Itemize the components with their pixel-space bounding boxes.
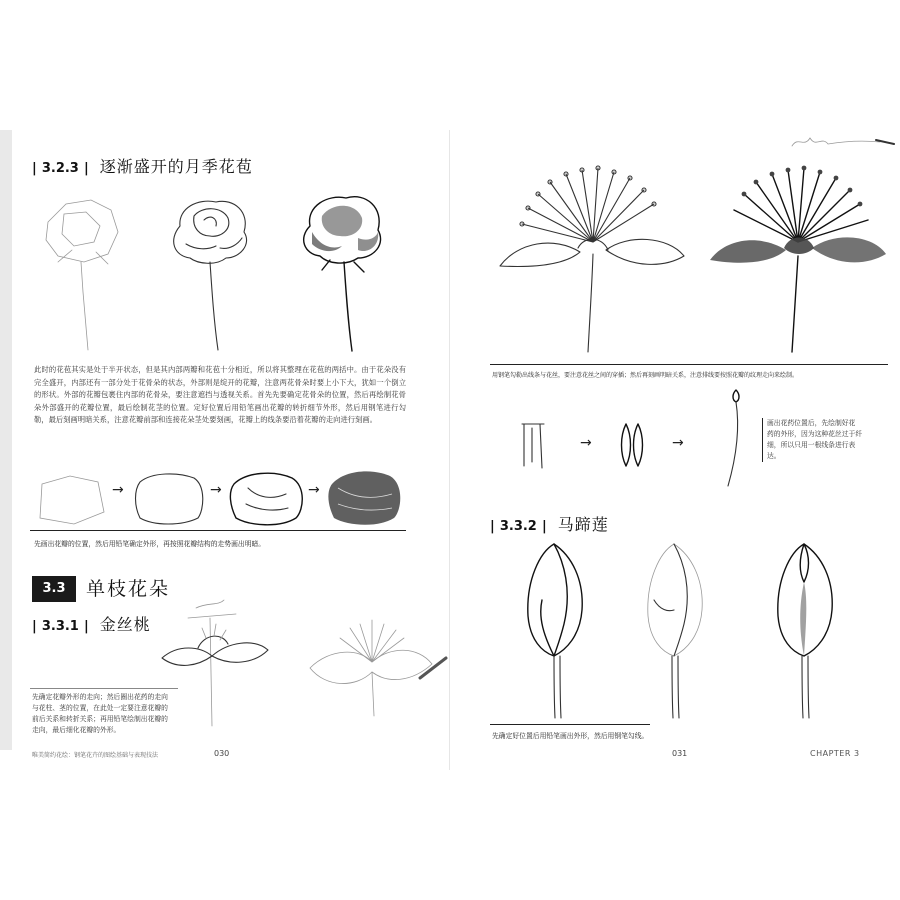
section-name: 金丝桃 [99,615,151,634]
stamen-flower-lineart [498,164,688,354]
petal-step-3 [228,470,308,528]
body-paragraph: 此时的花苞其实是处于半开状态，但是其内部两瓣和花苞十分相近，所以将其整理在花苞的两括中。由于花朵没有完全盛开，内部还有一部分处于花骨朵的状态，外部则是绽开的花瓣，注意两花骨朵时要上小下大，犹如一个倒立的形状。外部的花瓣包裹住内部的花骨朵，要注意遮挡与透视关系。首先先要确定花骨朵的位置，然后再绘制花骨朵外部盛开的花瓣位置，最后绘制花茎的位置。定好位置后用铅笔画出花瓣的转折细节外形，然后用钢笔进行勾勒，最后刻画明暗关系，注意花瓣前部和连接花朵茎处要刻画，花瓣上的线条要沿着花瓣的走向进行刻画。 [34,365,406,425]
arrow-right-icon: → [580,435,592,451]
section-bar: | [541,519,547,534]
left-page [0,130,450,770]
petal-step-1 [34,472,106,528]
petal-caption: 先画出花瓣的位置，然后用铅笔确定外形，再按照花瓣结构的走势画出明暗。 [34,540,266,548]
chapter-tag: CHAPTER 3 [810,749,860,758]
section-bar: | [490,519,495,534]
section-name: 马蹄莲 [557,515,609,534]
petal-step-4 [326,468,404,528]
arrow-right-icon: → [672,435,684,451]
stamen-note [762,418,891,462]
note-line: 走向，最后细化花瓣的外形。 [32,726,121,734]
rose-sketch-2 [160,192,260,352]
section-number: 3.3.1 [41,619,79,634]
rose-sketch-3 [292,188,392,353]
page-number-left: 030 [214,749,230,758]
section-title-3-3-1 [32,612,151,635]
arrow-right-icon: → [112,482,124,498]
section-title-3-2-3 [32,154,253,177]
book-title-footer: 唯美简约花绘：钢笔花卉的图绘基础与表现技法 [32,752,159,759]
chapter-number-box: 3.3 [32,576,76,602]
section-name: 逐渐盛开的月季花苞 [99,157,253,176]
section-bar: | [32,619,37,634]
section-number: 3.2.3 [41,161,79,176]
section-bar: | [32,161,37,176]
calla-caption: 先确定好位置后用铅笔画出外形，然后用钢笔勾线。 [492,732,649,740]
section-bar: | [83,161,89,176]
calla-lily-sketch-3 [770,540,840,720]
calla-lily-sketch-2 [640,540,710,720]
note-line: 先确定花瓣外形的走向；然后圈出花药的走向 [32,693,168,701]
decorative-brush-mark [790,130,900,154]
arrow-right-icon: → [308,482,320,498]
note-line: 与花柱、茎的位置，在此处一定要注意花瓣的 [32,704,168,712]
hypericum-sketch-2 [300,608,440,718]
section-title-3-3-2 [490,512,609,535]
note-line: 前后关系和转折关系；再用铅笔绘制出花瓣的 [32,715,168,723]
calla-lily-sketch-1 [520,540,590,720]
note-rule [30,688,178,689]
note-line: 画出花药位置后，先绘制好花 [767,419,856,427]
rose-sketch-1 [36,192,126,352]
stamen-caption: 用钢笔勾勒出线条与花丝，要注意花丝之间的穿插；然后再刻画明暗关系，注意排线要按照花瓣的纹理走向来绘制。 [492,372,799,379]
note-line: 细，所以只用一根线条进行表 [767,441,856,449]
section-bar: | [83,619,89,634]
stamen-step-2 [618,420,648,470]
stamen-flower-shaded [708,164,888,354]
stamen-step-3 [720,388,750,488]
hypericum-note [32,692,192,736]
petal-step-2 [132,470,208,528]
section-number: 3.3.2 [499,519,537,534]
page-number-right: 031 [672,749,688,758]
arrow-right-icon: → [210,482,222,498]
note-line: 药的外形，因为这种花丝过于纤 [767,430,863,438]
chapter-title: 单枝花朵 [86,578,171,600]
caption-rule [490,724,650,725]
stamen-step-1 [518,420,548,470]
caption-rule [490,364,888,365]
right-page [450,130,900,770]
note-line: 达。 [767,452,781,460]
caption-rule [30,530,406,531]
book-spread [0,130,900,770]
